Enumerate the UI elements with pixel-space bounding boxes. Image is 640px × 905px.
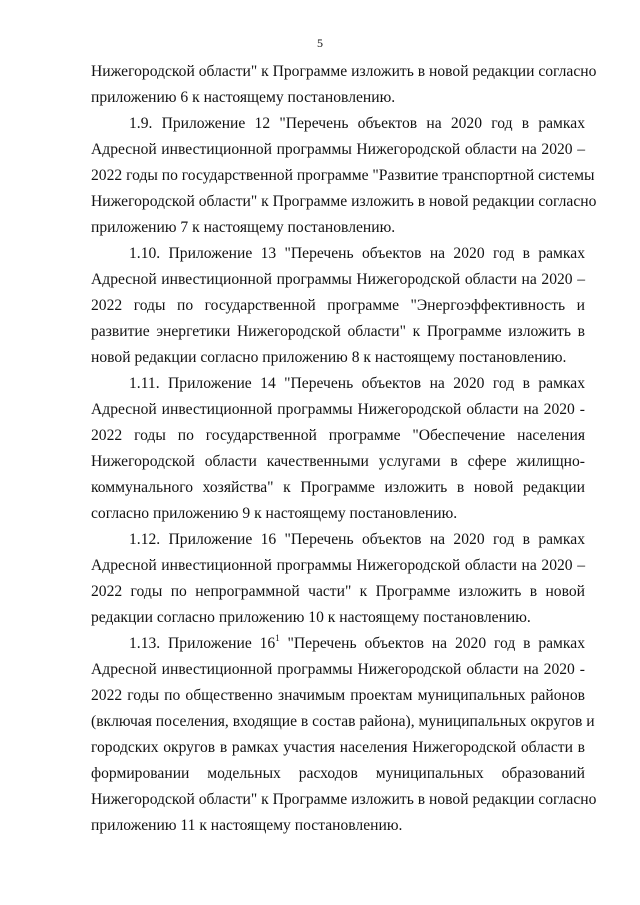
text-line: Адресной инвестиционной программы Нижегородской области на 2020 – [91,557,585,574]
paragraph-1-12-first-line: 1.12. Приложение 16 "Перечень объектов на 2020 год в рамках [129,531,585,548]
text-line: приложению 6 к настоящему постановлению. [91,89,396,106]
text-line: развитие энергетики Нижегородской области" к Программе изложить в [91,323,585,340]
text-line: Адресной инвестиционной программы Нижегородской области на 2020 – [91,141,585,158]
text-segment: "Перечень объектов на 2020 год в рамках [279,635,585,652]
text-segment: 1.13. Приложение 16 [129,635,276,652]
text-line: Нижегородской области" к Программе изложить в новой редакции согласно [91,193,597,210]
text-line: 2022 годы по государственной программе "Развитие транспортной системы [91,167,595,184]
text-line: Адресной инвестиционной программы Нижегородской области на 2020 - [91,401,585,418]
text-line: Адресной инвестиционной программы Нижегородской области на 2020 – [91,271,585,288]
page-number: 5 [317,36,323,50]
text-line: редакции согласно приложению 10 к настоящему постановлению. [91,609,531,626]
text-line: согласно приложению 9 к настоящему постановлению. [91,505,458,522]
text-line: 2022 годы по государственной программе "Обеспечение населения [91,427,585,444]
text-line: Нижегородской области качественными услугами в сфере жилищно- [91,453,585,470]
text-line: Нижегородской области" к Программе изложить в новой редакции согласно [91,791,597,808]
paragraph-1-11-first-line: 1.11. Приложение 14 "Перечень объектов на 2020 год в рамках [129,375,585,392]
paragraph-1-13-first-line [129,634,585,654]
text-line: формировании модельных расходов муниципальных образований [91,765,585,782]
text-line: (включая поселения, входящие в состав района), муниципальных округов и [91,713,595,730]
text-line: Адресной инвестиционной программы Нижегородской области на 2020 - [91,661,585,678]
paragraph-1-10-first-line: 1.10. Приложение 13 "Перечень объектов на 2020 год в рамках [129,245,585,262]
superscript: 1 [275,632,280,643]
text-line: приложению 11 к настоящему постановлению. [91,817,403,834]
text-line: 2022 годы по непрограммной части" к Программе изложить в новой [91,583,585,600]
text-line: 2022 годы по общественно значимым проектам муниципальных районов [91,687,585,704]
text-line: коммунального хозяйства" к Программе изложить в новой редакции [91,479,585,496]
text-line: 2022 годы по государственной программе "Энергоэффективность и [91,297,585,314]
text-line: Нижегородской области" к Программе изложить в новой редакции согласно [91,63,597,80]
text-line: приложению 7 к настоящему постановлению. [91,219,396,236]
text-line: новой редакции согласно приложению 8 к настоящему постановлению. [91,349,567,366]
paragraph-1-9-first-line: 1.9. Приложение 12 "Перечень объектов на 2020 год в рамках [129,115,585,132]
text-line: городских округов в рамках участия населения Нижегородской области в [91,739,585,756]
